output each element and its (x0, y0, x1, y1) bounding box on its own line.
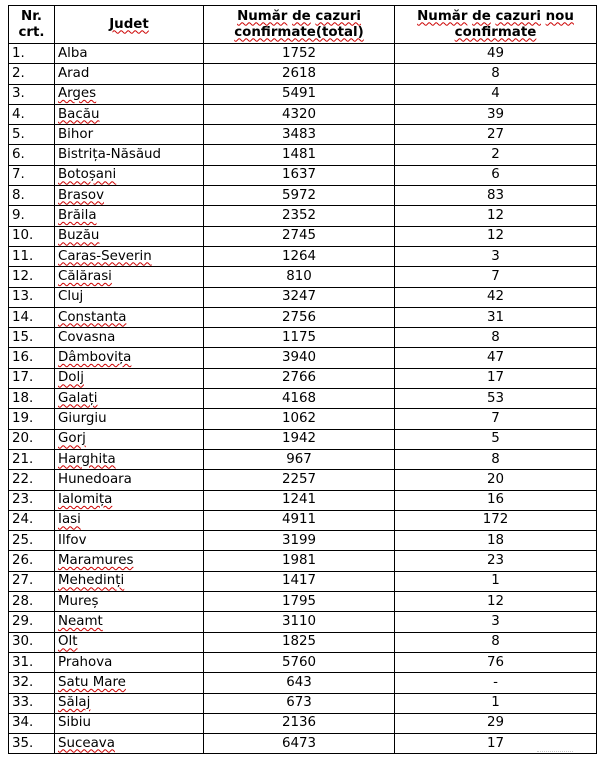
page-corner-mark (537, 751, 573, 755)
county-name-text: Brasov (58, 187, 104, 203)
table-row (9, 510, 597, 530)
county-name (55, 734, 204, 754)
new-confirmed-cases: 3 (395, 612, 597, 632)
county-name-text: Botoșani (58, 167, 117, 183)
total-confirmed-cases: 1637 (204, 165, 395, 185)
row-number: 18. (9, 389, 55, 409)
total-confirmed-cases: 3110 (204, 612, 395, 632)
total-confirmed-cases: 5760 (204, 652, 395, 672)
county-name-text: Arad (58, 65, 90, 81)
new-confirmed-cases: 12 (395, 206, 597, 226)
table-row (9, 490, 597, 510)
county-name-text: Mureș (58, 593, 99, 609)
row-number: 24. (9, 510, 55, 530)
row-number: 8. (9, 186, 55, 206)
new-confirmed-cases: 17 (395, 368, 597, 388)
row-number: 26. (9, 551, 55, 571)
header-total: Număr de cazuri confirmate(total) (204, 6, 395, 44)
new-confirmed-cases: 8 (395, 64, 597, 84)
row-number: 29. (9, 612, 55, 632)
row-number: 32. (9, 673, 55, 693)
table-row (9, 449, 597, 469)
county-name (55, 531, 204, 551)
county-name (55, 693, 204, 713)
row-number: 9. (9, 206, 55, 226)
new-confirmed-cases: 7 (395, 267, 597, 287)
new-confirmed-cases: 47 (395, 348, 597, 368)
new-confirmed-cases: 8 (395, 328, 597, 348)
table-row (9, 145, 597, 165)
total-confirmed-cases: 2257 (204, 470, 395, 490)
county-name (55, 449, 204, 469)
county-name-text: Hunedoara (58, 471, 132, 487)
total-confirmed-cases: 2745 (204, 226, 395, 246)
county-name-text: Giurgiu (58, 410, 107, 426)
county-name (55, 307, 204, 327)
county-name (55, 186, 204, 206)
row-number: 3. (9, 84, 55, 104)
table-row (9, 612, 597, 632)
total-confirmed-cases: 2766 (204, 368, 395, 388)
county-name (55, 673, 204, 693)
county-name (55, 409, 204, 429)
county-name-text: Bacău (58, 106, 100, 122)
total-confirmed-cases: 967 (204, 449, 395, 469)
row-number: 21. (9, 449, 55, 469)
county-name (55, 328, 204, 348)
county-name-text: Brăila (58, 208, 97, 224)
header-county-label: Judet (109, 16, 149, 32)
county-name-text: Sibiu (58, 715, 91, 731)
row-number: 14. (9, 307, 55, 327)
county-name (55, 652, 204, 672)
table-row (9, 165, 597, 185)
new-confirmed-cases: 1 (395, 571, 597, 591)
total-confirmed-cases: 3940 (204, 348, 395, 368)
county-name (55, 490, 204, 510)
county-name (55, 612, 204, 632)
new-confirmed-cases: 76 (395, 652, 597, 672)
table-row (9, 246, 597, 266)
row-number: 12. (9, 267, 55, 287)
new-confirmed-cases: 20 (395, 470, 597, 490)
total-confirmed-cases: 5491 (204, 84, 395, 104)
county-name (55, 368, 204, 388)
new-confirmed-cases: 49 (395, 44, 597, 64)
county-name-text: Sălaj (58, 695, 91, 711)
county-name (55, 510, 204, 530)
row-number: 19. (9, 409, 55, 429)
county-name (55, 632, 204, 652)
row-number: 1. (9, 44, 55, 64)
total-confirmed-cases: 3199 (204, 531, 395, 551)
county-name-text: Prahova (58, 654, 113, 670)
county-name (55, 287, 204, 307)
county-name-text: Ilfov (58, 532, 87, 548)
table-row (9, 368, 597, 388)
table-row (9, 734, 597, 754)
total-confirmed-cases: 4911 (204, 510, 395, 530)
new-confirmed-cases: 29 (395, 713, 597, 733)
total-confirmed-cases: 1481 (204, 145, 395, 165)
total-confirmed-cases: 673 (204, 693, 395, 713)
table-row (9, 307, 597, 327)
table-row (9, 206, 597, 226)
row-number: 30. (9, 632, 55, 652)
county-name-text: Constanta (58, 309, 127, 325)
table-header (9, 6, 597, 44)
covid-cases-table (8, 5, 597, 754)
table-row (9, 409, 597, 429)
county-name-text: Harghita (58, 451, 116, 467)
table-row (9, 551, 597, 571)
header-row (9, 6, 597, 44)
row-number: 27. (9, 571, 55, 591)
row-number: 35. (9, 734, 55, 754)
row-number: 7. (9, 165, 55, 185)
county-name-text: Dâmbovița (58, 350, 132, 366)
row-number: 10. (9, 226, 55, 246)
county-name-text: Bistrița-Năsăud (58, 147, 162, 163)
table-row (9, 713, 597, 733)
table-row (9, 470, 597, 490)
county-name (55, 389, 204, 409)
table-body (9, 44, 597, 754)
row-number: 11. (9, 246, 55, 266)
total-confirmed-cases: 1752 (204, 44, 395, 64)
county-name-text: Caras-Severin (58, 248, 152, 264)
total-confirmed-cases: 2618 (204, 64, 395, 84)
table-row (9, 267, 597, 287)
new-confirmed-cases: 17 (395, 734, 597, 754)
total-confirmed-cases: 1981 (204, 551, 395, 571)
county-name-text: Galați (58, 390, 98, 406)
new-confirmed-cases: 6 (395, 165, 597, 185)
table-row (9, 64, 597, 84)
county-name (55, 267, 204, 287)
table-row (9, 104, 597, 124)
total-confirmed-cases: 6473 (204, 734, 395, 754)
row-number: 23. (9, 490, 55, 510)
row-number: 20. (9, 429, 55, 449)
table-row (9, 287, 597, 307)
county-name-text: Neamt (58, 613, 103, 629)
county-name (55, 713, 204, 733)
new-confirmed-cases: 53 (395, 389, 597, 409)
total-confirmed-cases: 5972 (204, 186, 395, 206)
new-confirmed-cases: 5 (395, 429, 597, 449)
row-number: 31. (9, 652, 55, 672)
total-confirmed-cases: 2352 (204, 206, 395, 226)
new-confirmed-cases: 2 (395, 145, 597, 165)
header-nr: Nr. crt. (9, 6, 55, 44)
county-name (55, 470, 204, 490)
total-confirmed-cases: 1795 (204, 592, 395, 612)
table-row (9, 389, 597, 409)
total-confirmed-cases: 1241 (204, 490, 395, 510)
total-confirmed-cases: 643 (204, 673, 395, 693)
new-confirmed-cases: 12 (395, 592, 597, 612)
row-number: 28. (9, 592, 55, 612)
county-name (55, 592, 204, 612)
new-confirmed-cases: 8 (395, 449, 597, 469)
total-confirmed-cases: 1264 (204, 246, 395, 266)
table-row (9, 226, 597, 246)
table-row (9, 429, 597, 449)
county-name-text: Arges (58, 86, 97, 102)
new-confirmed-cases: 18 (395, 531, 597, 551)
county-name (55, 206, 204, 226)
new-confirmed-cases: 172 (395, 510, 597, 530)
row-number: 2. (9, 64, 55, 84)
county-name-text: Covasna (58, 329, 116, 345)
county-name-text: Bihor (58, 126, 94, 142)
county-name (55, 429, 204, 449)
row-number: 22. (9, 470, 55, 490)
county-name (55, 44, 204, 64)
county-name (55, 226, 204, 246)
county-name (55, 551, 204, 571)
county-name-text: Iasi (58, 512, 81, 528)
table-row (9, 592, 597, 612)
header-county (55, 6, 204, 44)
table-row (9, 652, 597, 672)
new-confirmed-cases: 27 (395, 125, 597, 145)
total-confirmed-cases: 1175 (204, 328, 395, 348)
county-name-text: Mehedinți (58, 573, 125, 589)
county-name-text: Alba (58, 45, 88, 61)
county-name (55, 145, 204, 165)
new-confirmed-cases: 16 (395, 490, 597, 510)
county-name (55, 165, 204, 185)
row-number: 5. (9, 125, 55, 145)
row-number: 15. (9, 328, 55, 348)
new-confirmed-cases: 31 (395, 307, 597, 327)
county-name-text: Satu Mare (58, 674, 126, 690)
total-confirmed-cases: 1942 (204, 429, 395, 449)
county-name-text: Olt (58, 634, 78, 650)
total-confirmed-cases: 4320 (204, 104, 395, 124)
county-name (55, 348, 204, 368)
table-row (9, 348, 597, 368)
total-confirmed-cases: 810 (204, 267, 395, 287)
new-confirmed-cases: 12 (395, 226, 597, 246)
row-number: 34. (9, 713, 55, 733)
total-confirmed-cases: 1417 (204, 571, 395, 591)
total-confirmed-cases: 3247 (204, 287, 395, 307)
county-name (55, 246, 204, 266)
new-confirmed-cases: - (395, 673, 597, 693)
county-name (55, 104, 204, 124)
row-number: 33. (9, 693, 55, 713)
new-confirmed-cases: 23 (395, 551, 597, 571)
new-confirmed-cases: 83 (395, 186, 597, 206)
total-confirmed-cases: 1825 (204, 632, 395, 652)
new-confirmed-cases: 7 (395, 409, 597, 429)
total-confirmed-cases: 4168 (204, 389, 395, 409)
county-name (55, 84, 204, 104)
row-number: 4. (9, 104, 55, 124)
total-confirmed-cases: 3483 (204, 125, 395, 145)
new-confirmed-cases: 39 (395, 104, 597, 124)
row-number: 16. (9, 348, 55, 368)
county-name-text: Buzău (58, 228, 100, 244)
table-row (9, 571, 597, 591)
table-row (9, 186, 597, 206)
table-row (9, 693, 597, 713)
table-row (9, 125, 597, 145)
county-name (55, 125, 204, 145)
new-confirmed-cases: 42 (395, 287, 597, 307)
county-name-text: Maramures (58, 553, 134, 569)
new-confirmed-cases: 3 (395, 246, 597, 266)
row-number: 17. (9, 368, 55, 388)
county-name-text: Suceava (58, 735, 115, 751)
header-new: Număr de cazuri nou confirmate (395, 6, 597, 44)
county-name-text: Ialomița (58, 492, 113, 508)
row-number: 6. (9, 145, 55, 165)
total-confirmed-cases: 2136 (204, 713, 395, 733)
row-number: 25. (9, 531, 55, 551)
new-confirmed-cases: 1 (395, 693, 597, 713)
county-name-text: Cluj (58, 289, 84, 305)
table-row (9, 328, 597, 348)
county-name (55, 64, 204, 84)
table-row (9, 673, 597, 693)
table-row (9, 531, 597, 551)
table-row (9, 84, 597, 104)
new-confirmed-cases: 4 (395, 84, 597, 104)
table-row (9, 44, 597, 64)
county-name-text: Călărasi (58, 268, 112, 284)
total-confirmed-cases: 1062 (204, 409, 395, 429)
county-name (55, 571, 204, 591)
county-name-text: Gorj (58, 431, 86, 447)
table-row (9, 632, 597, 652)
new-confirmed-cases: 8 (395, 632, 597, 652)
total-confirmed-cases: 2756 (204, 307, 395, 327)
county-name-text: Dolj (58, 370, 84, 386)
row-number: 13. (9, 287, 55, 307)
